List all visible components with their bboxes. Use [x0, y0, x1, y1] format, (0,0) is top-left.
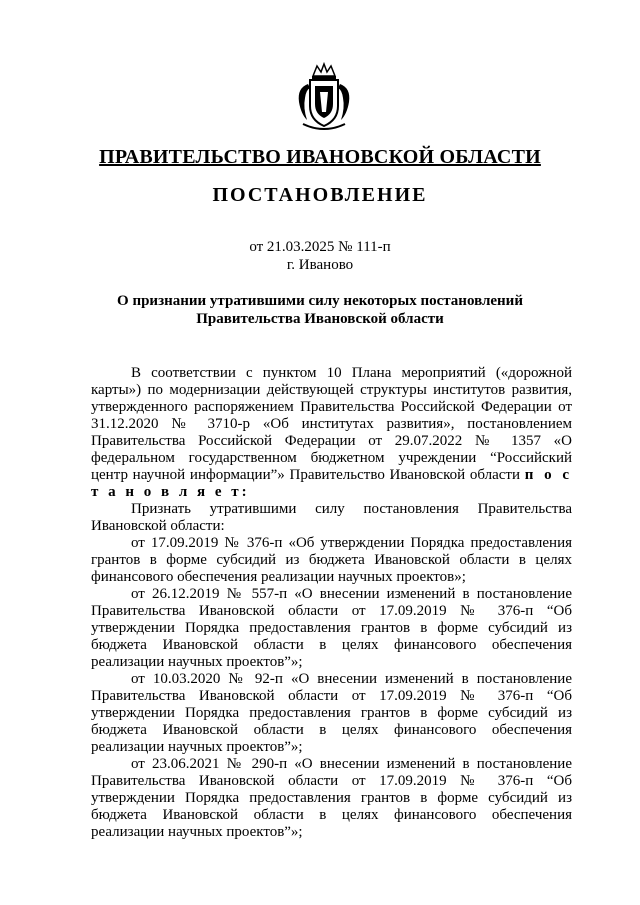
title-line-2: Правительства Ивановской области: [196, 311, 444, 327]
list-item: от 23.06.2021 № 290-п «О внесении изменений в постановление Правительства Ивановской области от 17.09.2019 № 376-п “Об утверждении Порядка предоставления грантов в форме субсидий из бюджета Ивановской области в целях финансового обеспечения реализации научных проектов”»;: [91, 756, 572, 840]
date-block: [0, 238, 640, 274]
organization-name: ПРАВИТЕЛЬСТВО ИВАНОВСКОЙ ОБЛАСТИ: [99, 146, 541, 168]
date-number: от 21.03.2025 № 111-п: [249, 239, 391, 255]
coat-of-arms-icon: [293, 62, 355, 134]
list-item: от 17.09.2019 № 376-п «Об утверждении Порядка предоставления грантов в форме субсидий из бюджета Ивановской области в целях финансового обеспечения реализации научных проектов»;: [91, 535, 572, 585]
title-line-1: О признании утратившими силу некоторых постановлений: [117, 293, 523, 309]
preamble-text: В соответствии с пунктом 10 Плана мероприятий («дорожной карты») по модернизации действующей структуры институтов развития, утвержденного распоряжением Правительства Российской Федерации от 31.12.2020 № 3710-р «Об институтах развития», постановлением Правительства Российской Федерации от 29.07.2022 № 1357 «О федеральном государственном бюджетном учреждении “Российский центр научной информации”» Правительство Ивановской области: [91, 365, 572, 483]
intro-paragraph: Признать утратившими силу постановления Правительства Ивановской области:: [91, 501, 572, 534]
preamble-paragraph: [91, 365, 572, 501]
city: г. Иваново: [286, 257, 354, 273]
document-body: [91, 365, 572, 841]
document-type: ПОСТАНОВЛЕНИЕ: [212, 184, 428, 206]
list-item: от 26.12.2019 № 557-п «О внесении изменений в постановление Правительства Ивановской области от 17.09.2019 № 376-п “Об утверждении Порядка предоставления грантов в форме субсидий из бюджета Ивановской области в целях финансового обеспечения реализации научных проектов”»;: [91, 586, 572, 670]
document-title: [0, 292, 640, 328]
list-item: от 10.03.2020 № 92-п «О внесении изменений в постановление Правительства Ивановской области от 17.09.2019 № 376-п “Об утверждении Порядка предоставления грантов в форме субсидий из бюджета Ивановской области в целях финансового обеспечения реализации научных проектов”»;: [91, 671, 572, 755]
resolves-word: п о с т а н о в л я е т:: [91, 467, 572, 500]
